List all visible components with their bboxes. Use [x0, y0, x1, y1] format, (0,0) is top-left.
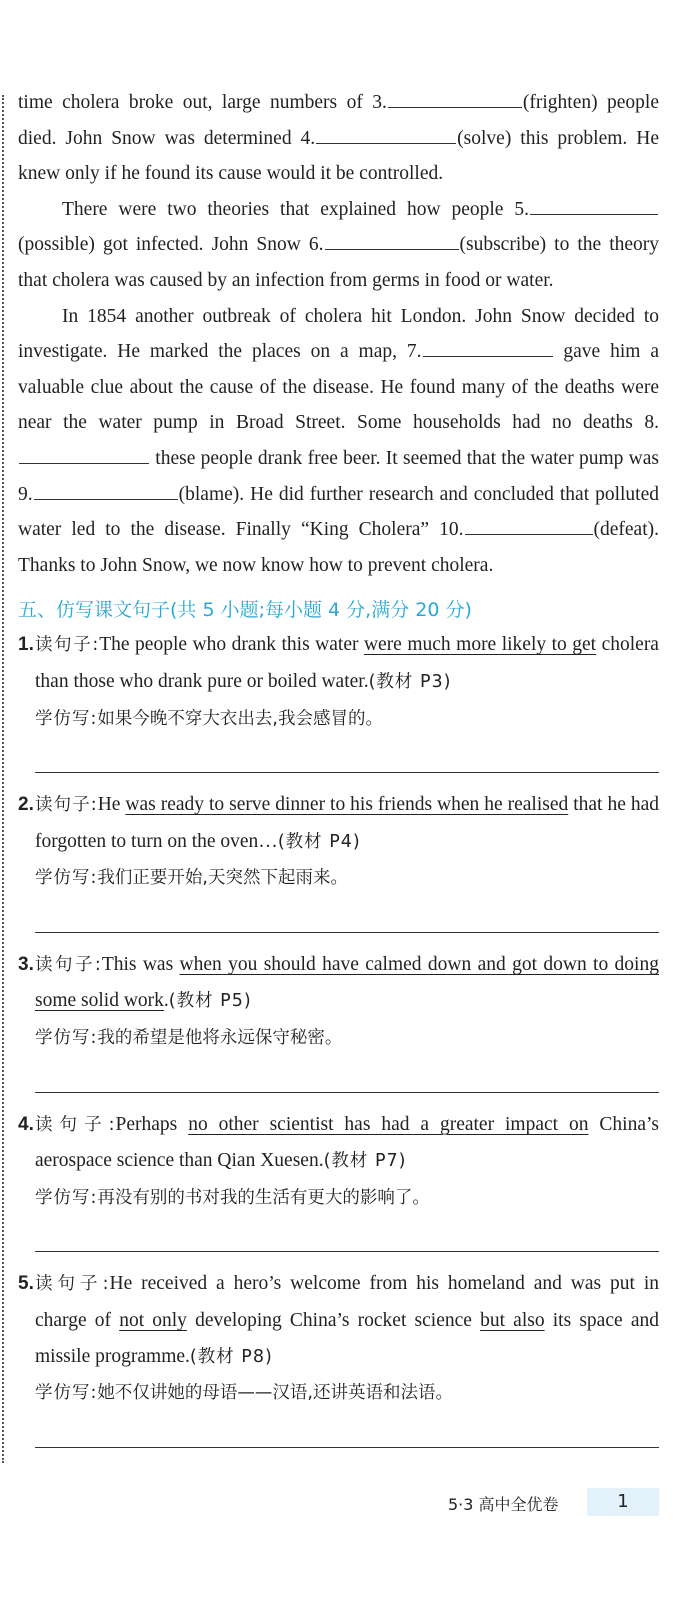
passage-text: time cholera broke out, large numbers of 3. — [18, 92, 387, 113]
imitation-prompt — [35, 1020, 659, 1057]
imitation-text: 我们正要开始,天突然下起雨来。 — [97, 868, 348, 889]
read-label: 读句子: — [35, 635, 100, 656]
hint-5: (possible) — [18, 234, 95, 256]
blank-5[interactable] — [530, 193, 658, 214]
imitate-label: 学仿写: — [35, 708, 98, 729]
exercise-item-3 — [18, 947, 659, 1093]
textbook-reference: (教材 P3) — [368, 671, 452, 692]
answer-line-5[interactable] — [35, 1447, 659, 1448]
passage-paragraph-2 — [18, 192, 659, 299]
blank-4[interactable] — [316, 122, 456, 143]
blank-9[interactable] — [34, 478, 178, 499]
passage-text: gave him a valuable clue about the cause of the disease. He found many of the deaths were near the water pump in Broad Street. Some households had no deaths 8. — [18, 341, 659, 434]
sentence-text: Perhaps — [115, 1113, 189, 1135]
underlined-phrase: when you should have calmed down and got down to doing some solid work — [35, 953, 659, 1012]
passage-text: There were two theories that explained how people 5. — [62, 198, 529, 220]
read-label: 读句子: — [35, 1114, 116, 1135]
imitation-text: 她不仅讲她的母语——汉语,还讲英语和法语。 — [97, 1383, 453, 1404]
underlined-phrase: but also — [480, 1310, 545, 1332]
sentence-text: . — [163, 990, 169, 1012]
answer-line-1[interactable] — [35, 772, 659, 773]
textbook-reference: (教材 P8) — [189, 1346, 273, 1367]
imitate-label: 学仿写: — [35, 1383, 98, 1404]
blank-10[interactable] — [465, 514, 593, 535]
blank-7[interactable] — [423, 336, 553, 357]
hint-3: (frighten) — [522, 92, 598, 113]
read-label: 读句子: — [35, 954, 102, 975]
imitation-prompt — [35, 701, 659, 738]
answer-line-3[interactable] — [35, 1092, 659, 1093]
page-footer — [440, 1488, 659, 1516]
imitation-prompt — [35, 1180, 659, 1217]
sentence-text: cholera than those who drank pure or boiled water. — [35, 634, 659, 692]
reading-sentence — [35, 947, 659, 1020]
answer-line-4[interactable] — [35, 1251, 659, 1252]
underlined-phrase: no other scientist has had a greater impact on — [188, 1113, 589, 1135]
section-5-title: 五、仿写课文句子(共 5 小题;每小题 4 分,满分 20 分) — [18, 599, 472, 622]
imitate-label: 学仿写: — [35, 1028, 98, 1049]
textbook-reference: (教材 P4) — [277, 831, 361, 852]
item-number: 2. — [18, 794, 34, 816]
exercise-item-1 — [18, 627, 659, 773]
imitate-label: 学仿写: — [35, 868, 98, 889]
imitation-prompt — [35, 860, 659, 897]
textbook-reference: (教材 P5) — [168, 991, 252, 1012]
imitation-prompt — [35, 1375, 659, 1412]
underlined-phrase: were much more likely to get — [363, 634, 597, 656]
hint-6: (subscribe) — [459, 234, 547, 256]
read-label: 读句子: — [35, 795, 98, 816]
blank-6[interactable] — [325, 229, 459, 250]
hint-4: (solve) — [457, 127, 512, 149]
sentence-text: its space and missile programme. — [35, 1310, 659, 1367]
worksheet-page — [18, 85, 659, 1448]
footer-brand: 5·3 高中全优卷 — [448, 1495, 559, 1514]
sentence-text: He received a hero’s welcome from his homeland and was put in charge of — [35, 1273, 659, 1332]
item-number: 4. — [18, 1113, 34, 1135]
sentence-text: He — [97, 794, 126, 816]
blank-8[interactable] — [19, 442, 149, 463]
hint-9: (blame) — [178, 483, 240, 505]
passage-text: . He did further research and concluded that polluted water led to the disease. Finally “King Cholera” 10. — [18, 483, 659, 541]
passage-text: these people drank free beer. It seemed that the water pump was 9. — [18, 447, 660, 505]
textbook-reference: (教材 P7) — [323, 1151, 407, 1172]
imitate-label: 学仿写: — [35, 1187, 98, 1208]
item-number: 1. — [18, 634, 34, 656]
hint-10: (defeat) — [593, 519, 655, 541]
blank-3[interactable] — [388, 87, 522, 108]
sentence-text: China’s aerospace science than Qian Xuesen. — [35, 1113, 659, 1172]
passage-paragraph-3 — [18, 299, 659, 584]
passage-paragraph-1 — [18, 85, 659, 192]
sentence-text: developing China’s rocket science — [186, 1310, 481, 1332]
passage-text: got infected. John Snow 6. — [102, 234, 324, 256]
exercise-item-2 — [18, 787, 659, 933]
sentence-text: This was — [101, 953, 180, 975]
item-number: 5. — [18, 1273, 34, 1295]
imitation-text: 再没有别的书对我的生活有更大的影响了。 — [97, 1187, 430, 1208]
reading-sentence — [35, 1107, 659, 1180]
sentence-text: that he had forgotten to turn on the oven… — [35, 794, 659, 852]
read-label: 读句子: — [35, 1274, 110, 1295]
passage-text: this problem. He knew only if he found its cause would it be controlled. — [18, 127, 659, 185]
passage-text: to the theory that cholera was caused by an infection from germs in food or water. — [18, 234, 660, 291]
underlined-phrase: not only — [119, 1310, 187, 1332]
reading-sentence — [35, 1266, 659, 1375]
answer-line-2[interactable] — [35, 932, 659, 933]
exercise-item-4 — [18, 1107, 659, 1253]
binding-margin-line — [2, 95, 4, 1463]
sentence-text: The people who drank this water — [99, 634, 364, 656]
passage-text: people died. John Snow was determined 4. — [18, 92, 660, 149]
underlined-phrase: was ready to serve dinner to his friends when he realised — [125, 794, 569, 816]
page-number: 1 — [587, 1488, 659, 1516]
item-number: 3. — [18, 953, 34, 975]
imitation-text: 如果今晚不穿大衣出去,我会感冒的。 — [97, 708, 383, 729]
exercise-item-5 — [18, 1266, 659, 1447]
passage-text: . Thanks to John Snow, we now know how to prevent cholera. — [18, 519, 659, 576]
reading-sentence — [35, 787, 659, 860]
imitation-text: 我的希望是他将永远保守秘密。 — [97, 1028, 343, 1049]
reading-sentence — [35, 627, 659, 700]
passage-text: In 1854 another outbreak of cholera hit London. John Snow decided to investigate. He marked the places on a map, 7. — [18, 305, 659, 363]
